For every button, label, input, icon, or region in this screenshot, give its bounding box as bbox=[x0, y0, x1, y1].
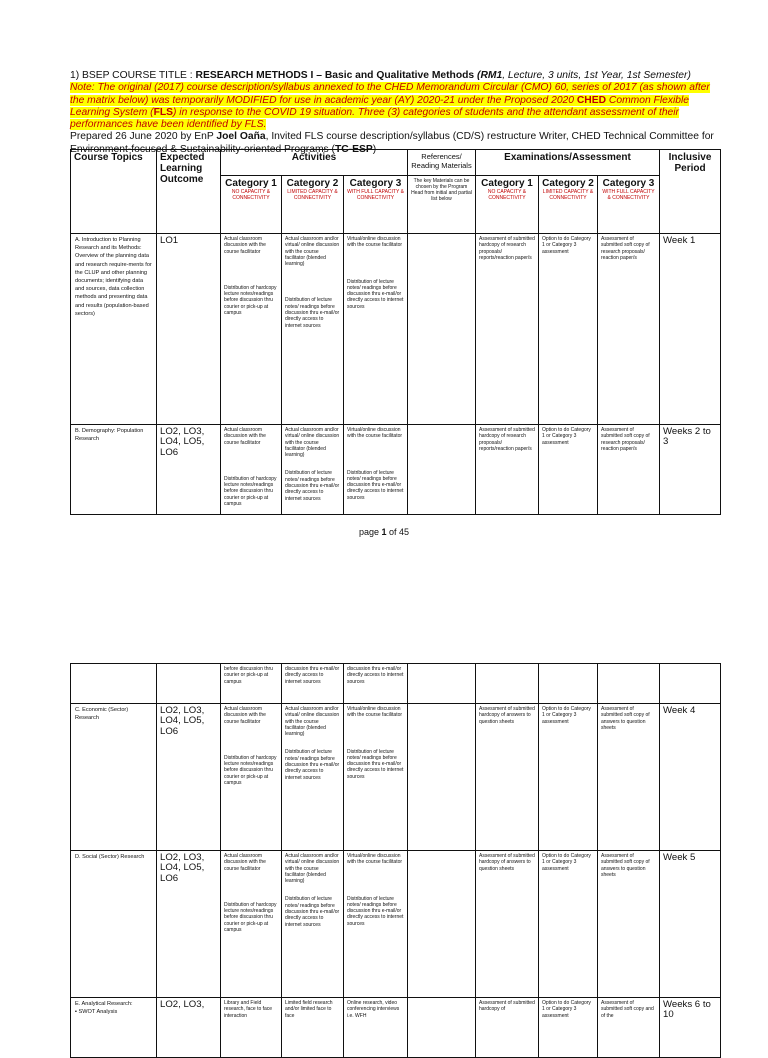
period-cell: Weeks 6 to 10 bbox=[660, 998, 721, 1058]
topic-cell: A. Introduction to Planning Research and its Methods: Overview of the planning data and research require-ments for the CLUP and other planning documents; identifying data and sources, data collection methods and presenting data and results (population-based sectors) bbox=[71, 234, 157, 425]
activity-cat1-cell: Actual classroom discussion with the course facilitator Distribution of hardcopy lecture notes/readings before discussion thru courier or pick-up at campus bbox=[221, 704, 282, 851]
topic-cell: D. Social (Sector) Research bbox=[71, 851, 157, 998]
activity-cat3-cell: Online research, video conferencing interviews i.e. WFH bbox=[344, 998, 408, 1058]
exam-cat3-cell: Assessment of submitted soft copy of answers to question sheets bbox=[598, 851, 660, 998]
bullet-swot: ▪ SWOT Analysis bbox=[75, 1008, 153, 1016]
learning-outcome-cell: LO2, LO3, LO4, LO5, LO6 bbox=[157, 851, 221, 998]
references-cell bbox=[408, 851, 476, 998]
period-cell: Week 5 bbox=[660, 851, 721, 998]
prepared-by: Prepared 26 June 2020 by EnP Joel Oaña, Invited FLS course description/syllabus (CD/S) restructure Writer, CHED Technical Committee for Environment-focused & Sustainability-oriented Programs (TC-ESP) bbox=[70, 131, 714, 155]
learning-outcome-cell: LO2, LO3, bbox=[157, 998, 221, 1058]
exam-cat1-cell: Assessment of submitted hardcopy of bbox=[476, 998, 539, 1058]
course-title: 1) BSEP COURSE TITLE : RESEARCH METHODS I – Basic and Qualitative Methods (RM1, Lecture, 3 units, 1st Year, 1st Semester) bbox=[70, 70, 691, 81]
exam-cat1-cell: Assessment of submitted hardcopy of answers to question sheets bbox=[476, 704, 539, 851]
header-act-cat2: Category 2 LIMITED CAPACITY & CONNECTIVITY bbox=[282, 176, 344, 234]
activity-cat1-cell: before discussion thru courier or pick-up at campus bbox=[221, 664, 282, 704]
activity-cat1-cell: Library and Field research, face to face interaction bbox=[221, 998, 282, 1058]
period-cell bbox=[660, 664, 721, 704]
activity-cat3-cell: Virtual/online discussion with the course facilitator Distribution of lecture notes/ readings before discussion thru e-mail/or directly access to internet sources bbox=[344, 234, 408, 425]
header-references-note: The key Materials can be chosen by the Program Head from initial and partial list below bbox=[408, 176, 476, 234]
header-course-topics: Course Topics bbox=[71, 150, 157, 234]
period-cell: Week 1 bbox=[660, 234, 721, 425]
page-number: page 1 of 45 bbox=[358, 527, 410, 537]
activity-cat2-cell: Limited field research and/or limited face to face bbox=[282, 998, 344, 1058]
header-references: References/ Reading Materials bbox=[408, 150, 476, 176]
learning-outcome-cell: LO1 bbox=[157, 234, 221, 425]
header-ex-cat2: Category 2 LIMITED CAPACITY & CONNECTIVITY bbox=[539, 176, 598, 234]
exam-cat2-cell: Option to do Category 1 or Category 3 assessment bbox=[539, 425, 598, 515]
syllabus-table bbox=[70, 149, 721, 515]
header-ex-cat1: Category 1 NO CAPACITY & CONNECTIVITY bbox=[476, 176, 539, 234]
activity-cat1-cell: Actual classroom discussion with the course facilitator Distribution of hardcopy lecture notes/readings before discussion thru courier or pick-up at campus bbox=[221, 851, 282, 998]
course-header bbox=[70, 70, 720, 156]
syllabus-table-continued bbox=[70, 663, 721, 1058]
activity-cat2-cell: Actual classroom and/or virtual/ online discussion with the course facilitator (blended learning) Distribution of lecture notes/ readings before discussion thru e-mail/or directly access to internet sources bbox=[282, 425, 344, 515]
activity-cat2-cell: Actual classroom and/or virtual/ online discussion with the course facilitator (blended learning) Distribution of lecture notes/ readings before discussion thru e-mail/or directly access to internet sources bbox=[282, 704, 344, 851]
header-inclusive-period: Inclusive Period bbox=[660, 150, 721, 234]
page-break bbox=[0, 553, 768, 663]
table-row bbox=[71, 704, 721, 851]
activity-cat1-cell: Actual classroom discussion with the course facilitator Distribution of hardcopy lecture notes/readings before discussion thru courier or pick-up at campus bbox=[221, 425, 282, 515]
references-cell bbox=[408, 704, 476, 851]
references-cell bbox=[408, 234, 476, 425]
activity-cat2-cell: Actual classroom and/or virtual/ online discussion with the course facilitator (blended learning) Distribution of lecture notes/ readings before discussion thru e-mail/or directly access to internet sources bbox=[282, 234, 344, 425]
table-row bbox=[71, 851, 721, 998]
table-row bbox=[71, 664, 721, 704]
activity-cat3-cell: discussion thru e-mail/or directly access to internet sources bbox=[344, 664, 408, 704]
learning-outcome-cell: LO2, LO3, LO4, LO5, LO6 bbox=[157, 425, 221, 515]
header-act-cat3: Category 3 WITH FULL CAPACITY & CONNECTIVITY bbox=[344, 176, 408, 234]
table-row bbox=[71, 998, 721, 1058]
learning-outcome-cell: LO2, LO3, LO4, LO5, LO6 bbox=[157, 704, 221, 851]
exam-cat2-cell bbox=[539, 664, 598, 704]
exam-cat2-cell: Option to do Category 1 or Category 3 assessment bbox=[539, 998, 598, 1058]
activity-cat3-cell: Virtual/online discussion with the course facilitator Distribution of lecture notes/ readings before discussion thru e-mail/or directly access to internet sources bbox=[344, 704, 408, 851]
table-row bbox=[71, 234, 721, 425]
exam-cat2-cell: Option to do Category 1 or Category 3 assessment bbox=[539, 851, 598, 998]
topic-cell: C. Economic (Sector) Research bbox=[71, 704, 157, 851]
activity-cat2-cell: discussion thru e-mail/or directly access to internet sources bbox=[282, 664, 344, 704]
references-cell bbox=[408, 664, 476, 704]
exam-cat2-cell: Option to do Category 1 or Category 3 assessment bbox=[539, 234, 598, 425]
header-act-cat1: Category 1 NO CAPACITY & CONNECTIVITY bbox=[221, 176, 282, 234]
topic-cell: B. Demography: Population Research bbox=[71, 425, 157, 515]
exam-cat1-cell: Assessment of submitted hardcopy of research proposals/ reports/reaction paper/s bbox=[476, 234, 539, 425]
exam-cat3-cell bbox=[598, 664, 660, 704]
exam-cat2-cell: Option to do Category 1 or Category 3 assessment bbox=[539, 704, 598, 851]
header-exams: Examinations/Assessment bbox=[476, 150, 660, 176]
learning-outcome-cell bbox=[157, 664, 221, 704]
exam-cat3-cell: Assessment of submitted soft copy of research proposals/ reaction paper/s bbox=[598, 234, 660, 425]
activity-cat2-cell: Actual classroom and/or virtual/ online discussion with the course facilitator (blended learning) Distribution of lecture notes/ readings before discussion thru e-mail/or directly access to internet sources bbox=[282, 851, 344, 998]
activity-cat3-cell: Virtual/online discussion with the course facilitator Distribution of lecture notes/ readings before discussion thru e-mail/or directly access to internet sources bbox=[344, 425, 408, 515]
exam-cat1-cell: Assessment of submitted hardcopy of research proposals/ reports/reaction paper/s bbox=[476, 425, 539, 515]
references-cell bbox=[408, 425, 476, 515]
exam-cat1-cell: Assessment of submitted hardcopy of answers to question sheets bbox=[476, 851, 539, 998]
fls-note: Note: The original (2017) course description/syllabus annexed to the CHED Memorandum Circular (CMO) 60, series of 2017 (as shown after the matrix below) was temporarily MODIFIED for use in academic year (AY) 2020-21 under the Proposed 2020 CHED Common Flexible Learning System (FLS) in response to the COVID 19 situation. Three (3) categories of students and the attendant assessment of their performances have been identified by FLS. bbox=[70, 82, 710, 131]
exam-cat3-cell: Assessment of submitted soft copy and of the bbox=[598, 998, 660, 1058]
exam-cat1-cell bbox=[476, 664, 539, 704]
period-cell: Weeks 2 to 3 bbox=[660, 425, 721, 515]
activity-cat1-cell: Actual classroom discussion with the course facilitator Distribution of hardcopy lecture notes/readings before discussion thru courier or pick-up at campus bbox=[221, 234, 282, 425]
header-ex-cat3: Category 3 WITH FULL CAPACITY & CONNECTIVITY bbox=[598, 176, 660, 234]
header-learning-outcome: Expected Learning Outcome bbox=[157, 150, 221, 234]
period-cell: Week 4 bbox=[660, 704, 721, 851]
activity-cat3-cell: Virtual/online discussion with the course facilitator Distribution of lecture notes/ readings before discussion thru e-mail/or directly access to internet sources bbox=[344, 851, 408, 998]
header-activities: Activities bbox=[221, 150, 408, 176]
topic-cell bbox=[71, 664, 157, 704]
references-cell bbox=[408, 998, 476, 1058]
exam-cat3-cell: Assessment of submitted soft copy of research proposals/ reaction paper/s bbox=[598, 425, 660, 515]
topic-cell: E. Analytical Research: ▪ SWOT Analysis bbox=[71, 998, 157, 1058]
page-2 bbox=[0, 663, 768, 1024]
exam-cat3-cell: Assessment of submitted soft copy of answers to question sheets bbox=[598, 704, 660, 851]
table-row bbox=[71, 425, 721, 515]
